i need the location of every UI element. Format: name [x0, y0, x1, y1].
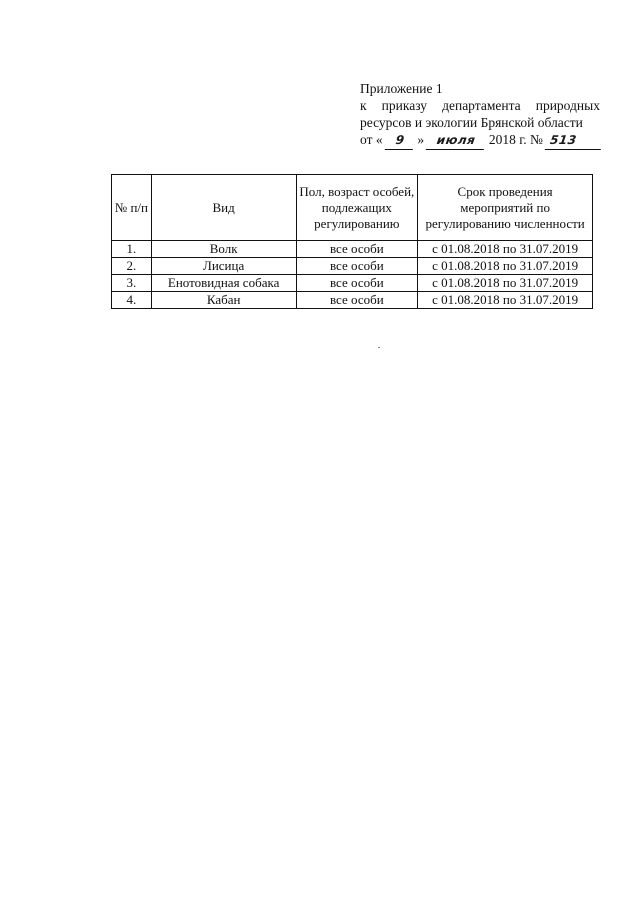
cell-sex-age: все особи — [296, 275, 418, 292]
date-year: 2018 г. № — [488, 132, 543, 147]
scan-speck — [378, 347, 380, 348]
handwritten-month: июля — [426, 132, 487, 150]
cell-species: Волк — [151, 241, 296, 258]
table-row — [112, 275, 593, 292]
col-header-species: Вид — [151, 175, 296, 241]
cell-period: с 01.08.2018 по 31.07.2019 — [418, 241, 593, 258]
table-header-row — [112, 175, 593, 241]
table-row — [112, 241, 593, 258]
col-header-sex-age: Пол, возраст особей, подлежащих регулированию — [296, 175, 418, 241]
order-word: к — [360, 98, 367, 113]
cell-period: с 01.08.2018 по 31.07.2019 — [418, 292, 593, 309]
order-reference-line — [360, 97, 600, 114]
order-word: департамента — [442, 98, 521, 113]
cell-number: 3. — [112, 275, 152, 292]
table-row — [112, 292, 593, 309]
appendix-title: Приложение 1 — [360, 81, 443, 96]
order-word: природных — [535, 98, 600, 113]
regulation-table — [111, 174, 593, 309]
cell-species: Енотовидная собака — [151, 275, 296, 292]
date-prefix: от « — [360, 132, 383, 147]
appendix-header — [360, 80, 610, 150]
cell-sex-age: все особи — [296, 258, 418, 275]
order-date-line — [360, 131, 610, 150]
cell-period: с 01.08.2018 по 31.07.2019 — [418, 258, 593, 275]
col-header-number: № п/п — [112, 175, 152, 241]
cell-number: 2. — [112, 258, 152, 275]
handwritten-day: 9 — [385, 132, 416, 150]
table-row — [112, 258, 593, 275]
order-word: приказу — [381, 98, 428, 113]
handwritten-order-number: 513 — [545, 132, 604, 150]
cell-period: с 01.08.2018 по 31.07.2019 — [418, 275, 593, 292]
cell-species: Кабан — [151, 292, 296, 309]
cell-sex-age: все особи — [296, 292, 418, 309]
col-header-period: Срок проведения мероприятий по регулированию численности — [418, 175, 593, 241]
cell-species: Лисица — [151, 258, 296, 275]
cell-sex-age: все особи — [296, 241, 418, 258]
department-name: ресурсов и экологии Брянской области — [360, 115, 583, 130]
cell-number: 4. — [112, 292, 152, 309]
date-close-quote: » — [417, 132, 425, 147]
cell-number: 1. — [112, 241, 152, 258]
